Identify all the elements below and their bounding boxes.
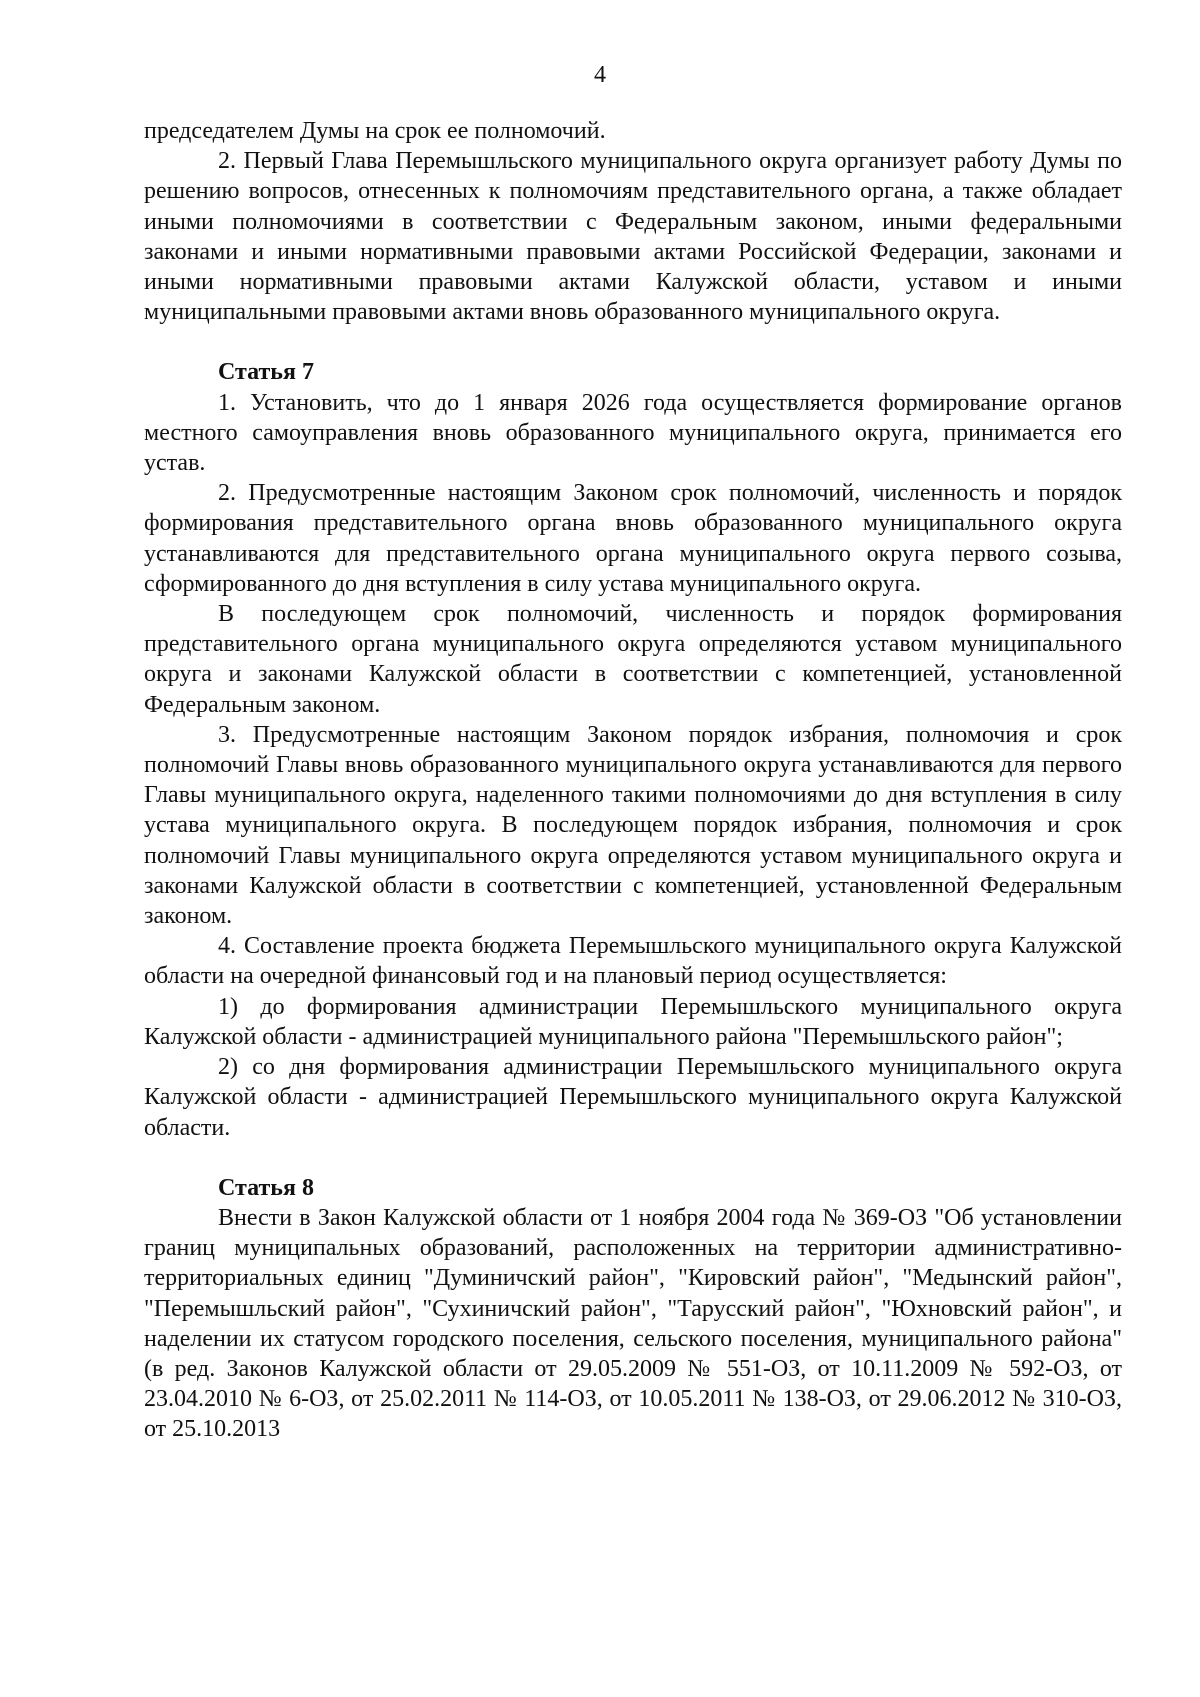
article-7-paragraph: 2. Предусмотренные настоящим Законом срок полномочий, численность и порядок формирования представительного органа вновь образованного муниципального округа устанавливаются для представительного органа муниципального округа первого созыва, сформированного до дня вступления в силу устава муниципального округа. (144, 480, 1122, 597)
article-7-paragraph: 1. Установить, что до 1 января 2026 года осуществляется формирование органов местного самоуправления вновь образованного муниципального округа, принимается его устав. (144, 389, 1122, 477)
article-8-paragraph: Внести в Закон Калужской области от 1 ноября 2004 года № 369-ОЗ "Об установлении границ муниципальных образований, расположенных на территории административно-территориальных единиц "Думиничский район", "Кировский район", "Медынский район", "Перемышльский район", "Сухиничский район", "Тарусский район", "Юхновский район", и наделении их статусом городского поселения, сельского поселения, муниципального района" (в ред. Законов Калужской области от 29.05.2009 № 551-ОЗ, от 10.11.2009 № 592-ОЗ, от 23.04.2010 № 6-ОЗ, от 25.02.2011 № 114-ОЗ, от 10.05.2011 № 138-ОЗ, от 29.06.2012 № 310-ОЗ, от 25.10.2013 (144, 1204, 1122, 1443)
document-body (144, 116, 1122, 1445)
page-number: 4 (594, 62, 606, 88)
article-7-paragraph: 4. Составление проекта бюджета Перемышльского муниципального округа Калужской области на очередной финансовый год и на плановый период осуществляется: (144, 933, 1122, 990)
article-7-heading: Статья 7 (218, 359, 314, 386)
article-7-paragraph: 3. Предусмотренные настоящим Законом порядок избрания, полномочия и срок полномочий Главы вновь образованного муниципального округа устанавливаются для первого Главы муниципального округа, наделенного такими полномочиями до дня вступления в силу устава муниципального округа. В последующем порядок избрания, полномочия и срок полномочий Главы муниципального округа определяются уставом муниципального округа и законами Калужской области в соответствии с компетенцией, установленной Федеральным законом. (144, 721, 1122, 930)
article-7-paragraph: В последующем срок полномочий, численность и порядок формирования представительного органа муниципального округа определяются уставом муниципального округа и законами Калужской области в соответствии с компетенцией, установленной Федеральным законом. (144, 601, 1122, 718)
paragraph-continuation: председателем Думы на срок ее полномочий. (144, 118, 606, 144)
article-7-subitem: 2) со дня формирования администрации Перемышльского муниципального округа Калужской области - администрацией Перемышльского муниципального округа Калужской области. (144, 1054, 1122, 1141)
article-8-heading: Статья 8 (218, 1174, 314, 1201)
article-7-subitem: 1) до формирования администрации Перемышльского муниципального округа Калужской области - администрацией муниципального района "Перемышльского район"; (144, 993, 1122, 1050)
paragraph-item-2: 2. Первый Глава Перемышльского муниципального округа организует работу Думы по решению вопросов, отнесенных к полномочиям представительного органа, а также обладает иными полномочиями в соответствии с Федеральным законом, иными федеральными законами и иными нормативными правовыми актами Российской Федерации, законами и иными нормативными правовыми актами Калужской области, уставом и иными муниципальными правовыми актами вновь образованного муниципального округа. (144, 148, 1122, 326)
